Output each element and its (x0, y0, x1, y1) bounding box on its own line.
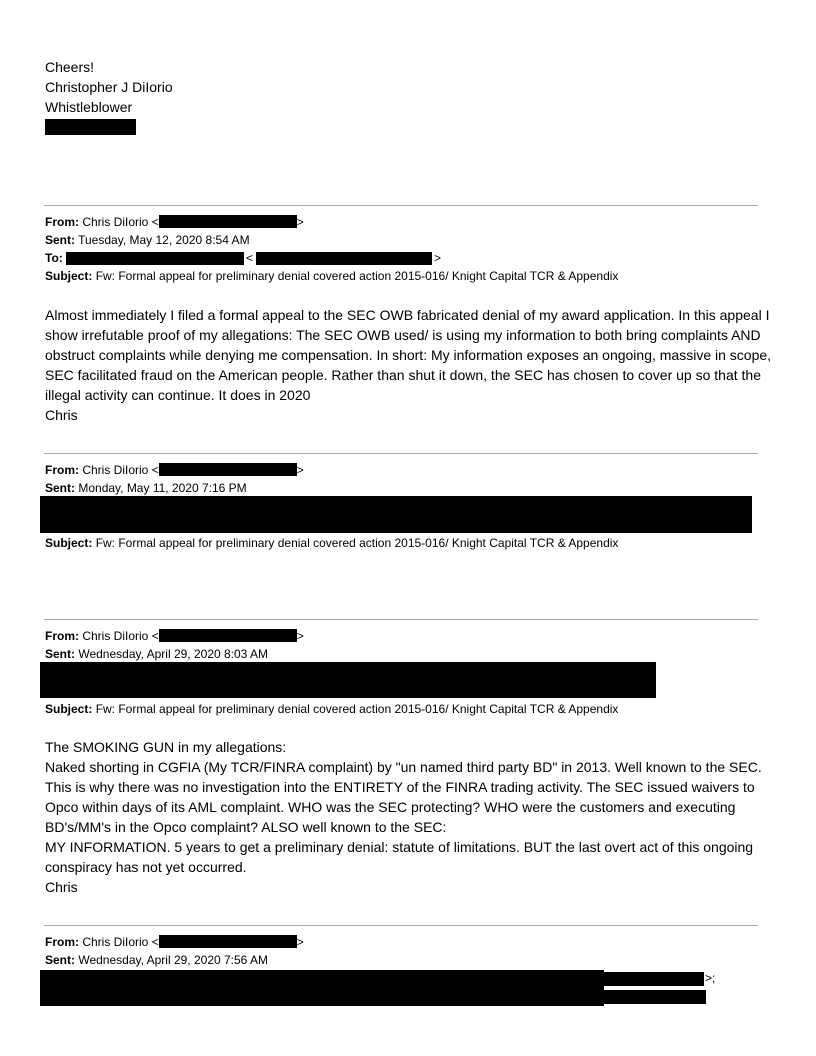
email-sent-line: Sent: Wednesday, April 29, 2020 7:56 AM (45, 953, 269, 967)
signature-greeting: Cheers! (45, 59, 95, 75)
signature-name: Christopher J DiIorio (45, 79, 173, 95)
signature-title: Whistleblower (45, 99, 133, 115)
redaction-block (159, 215, 297, 228)
email-sent-line: Sent: Wednesday, April 29, 2020 8:03 AM (45, 647, 269, 661)
sent-label: Sent: (45, 233, 75, 247)
signoff: Chris (45, 879, 78, 895)
email-body (45, 737, 775, 897)
body-paragraph: The SMOKING GUN in my allegations: (45, 739, 287, 755)
sent-date: Wednesday, April 29, 2020 8:03 AM (78, 647, 269, 661)
email-sent-line: Sent: Monday, May 11, 2020 7:16 PM (45, 481, 247, 495)
redaction-block (40, 970, 604, 1006)
email-from-line: From: Chris DiIorio < > (45, 463, 304, 477)
subject-text: Fw: Formal appeal for preliminary denial covered action 2015-016/ Knight Capital TCR & Appendix (95, 269, 619, 283)
redaction-block (604, 990, 706, 1004)
from-name: Chris DiIorio < (82, 935, 159, 949)
from-label: From: (45, 215, 79, 229)
redaction-block (159, 935, 297, 948)
email-body (45, 305, 775, 425)
email-separator (44, 205, 758, 206)
to-label: To: (45, 251, 63, 265)
subject-text: Fw: Formal appeal for preliminary denial covered action 2015-016/ Knight Capital TCR & Appendix (95, 536, 619, 550)
to-tail: >; (705, 971, 716, 985)
email-from-line: From: Chris DiIorio < > (45, 215, 304, 229)
email-sent-line (45, 232, 250, 249)
email-from-line: From: Chris DiIorio < > (45, 935, 304, 949)
email-separator (44, 925, 758, 926)
email-subject-line: Subject: Fw: Formal appeal for preliminary denial covered action 2015-016/ Knight Capital TCR & Appendix (45, 702, 619, 716)
subject-label: Subject: (45, 269, 93, 283)
redaction-block (604, 972, 704, 986)
redaction-block (159, 463, 297, 476)
redaction-block (40, 662, 656, 698)
subject-text: Fw: Formal appeal for preliminary denial covered action 2015-016/ Knight Capital TCR & Appendix (95, 702, 619, 716)
email-to-line (45, 250, 63, 267)
body-paragraph: Naked shorting in CGFIA (My TCR/FINRA complaint) by "un named third party BD" in 2013. Well known to the SEC. This is why there was no investigation into the ENTIRETY of the FINRA trading activity. The SEC issued waivers to Opco within days of its AML complaint. WHO was the SEC protecting? WHO were the customers and executing BD's/MM's in the Opco complaint? ALSO well known to the SEC: (45, 759, 762, 835)
redaction-block (45, 119, 136, 135)
body-paragraph: Almost immediately I filed a formal appeal to the SEC OWB fabricated denial of my award application. In this appeal I show irrefutable proof of my allegations: The SEC OWB used/ is using my information to both bring complaints AND obstruct complaints while denying me compensation. In short: My information exposes an ongoing, massive in scope, SEC facilitated fraud on the American people. Rather than shut it down, the SEC has chosen to cover up so that the illegal activity can continue. It does in 2020 (45, 307, 772, 403)
redaction-block (66, 252, 244, 265)
email-separator (44, 619, 758, 620)
redaction-block (159, 629, 297, 642)
from-name: Chris DiIorio < (82, 215, 159, 229)
from-name: Chris DiIorio < (82, 463, 159, 477)
email-from-line: From: Chris DiIorio < > (45, 629, 304, 643)
email-subject-line: Subject: Fw: Formal appeal for preliminary denial covered action 2015-016/ Knight Capital TCR & Appendix (45, 536, 619, 550)
body-paragraph: MY INFORMATION. 5 years to get a preliminary denial: statute of limitations. BUT the last overt act of this ongoing conspiracy has not yet occurred. (45, 839, 754, 875)
sent-date: Wednesday, April 29, 2020 7:56 AM (78, 953, 269, 967)
redaction-block (40, 496, 752, 533)
email-subject-line (45, 268, 618, 285)
signoff: Chris (45, 407, 78, 423)
sent-date: Monday, May 11, 2020 7:16 PM (78, 481, 247, 495)
sent-date: Tuesday, May 12, 2020 8:54 AM (78, 233, 250, 247)
redaction-block (256, 252, 432, 265)
email-separator (44, 453, 758, 454)
from-name: Chris DiIorio < (82, 629, 159, 643)
